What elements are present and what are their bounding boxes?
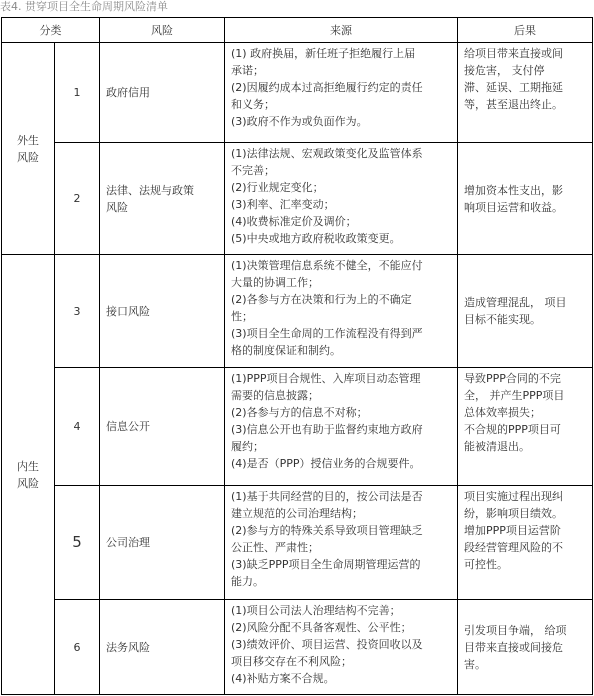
risk-name: 政府信用 [100, 43, 225, 143]
category-label: 风险 [17, 476, 39, 490]
row-number: 5 [55, 486, 100, 600]
risk-source: (1)项目公司法人治理结构不完善； (2)风险分配不具备客观性、公平性； (3)绩效评价、项目运营、投资回收以及 项目移交存在不利风险； (4)补贴方案不合规。 [225, 600, 458, 695]
risk-source: (1)决策管理信息系统不健全，不能应付 大量的协调工作； (2)各参与方在决策和行为上的不确定 性； (3)项目全生命周的工作流程没有得到严 格的制度保证和制约。 [225, 255, 458, 368]
risk-result: 给项目带来直接或间 接危害， 支付停 滞、延误、工期拖延 等，甚至退出终止。 [458, 43, 593, 143]
risk-name: 接口风险 [100, 255, 225, 368]
risk-source: (1)PPP项目合规性、入库项目动态管理 需要的信息披露； (2)各参与方的信息不对称； (3)信息公开也有助于监督约束地方政府 履约； (4)是否（PPP）授信业务的合规要件。 [225, 368, 458, 486]
category-cell [2, 255, 55, 695]
risk-name: 信息公开 [100, 368, 225, 486]
risk-table [1, 17, 593, 695]
table-row [2, 143, 593, 255]
row-number: 2 [55, 143, 100, 255]
risk-source: (1)法律法规、宏观政策变化及监管体系 不完善； (2)行业规定变化； (3)利率、汇率变动； (4)收费标准定价及调价； (5)中央或地方政府税收政策变更。 [225, 143, 458, 255]
risk-source: (1) 政府换届，新任班子拒绝履行上届 承诺； (2)因履约成本过高拒绝履行约定的责任 和义务； (3)政府不作为或负面作为。 [225, 43, 458, 143]
risk-source: (1)基于共同经营的目的，按公司法是否 建立规范的公司治理结构； (2)参与方的特殊关系导致项目管理缺乏 公正性、严肃性； (3)缺乏PPP项目全生命周期管理运营的 能力。 [225, 486, 458, 600]
header-category: 分类 [2, 18, 100, 43]
table-row [2, 600, 593, 695]
risk-name: 法律、法规与政策 风险 [100, 143, 225, 255]
header-row [2, 18, 593, 43]
category-label: 风险 [17, 150, 39, 164]
risk-result: 项目实施过程出现纠 纷，影响项目绩效。 增加PPP项目运营阶 段经营管理风险的不 可控性。 [458, 486, 593, 600]
row-number: 4 [55, 368, 100, 486]
category-label: 外生 [17, 133, 39, 147]
risk-result: 引发项目争端， 给项 目带来直接或间接危 害。 [458, 600, 593, 695]
row-number: 3 [55, 255, 100, 368]
risk-name: 法务风险 [100, 600, 225, 695]
risk-result: 造成管理混乱， 项目 目标不能实现。 [458, 255, 593, 368]
category-label: 内生 [17, 459, 39, 473]
table-row [2, 486, 593, 600]
header-source: 来源 [225, 18, 458, 43]
risk-result: 导致PPP合同的不完 全， 并产生PPP项目 总体效率损失； 不合规的PPP项目可 能被清退出。 [458, 368, 593, 486]
risk-result: 增加资本性支出，影 响项目运营和收益。 [458, 143, 593, 255]
table-row [2, 368, 593, 486]
header-risk: 风险 [100, 18, 225, 43]
category-cell [2, 43, 55, 255]
table-caption: 表4. 贯穿项目全生命周期风险清单 [0, 0, 168, 13]
row-number: 1 [55, 43, 100, 143]
row-number: 6 [55, 600, 100, 695]
risk-name: 公司治理 [100, 486, 225, 600]
table-row [2, 255, 593, 368]
header-result: 后果 [458, 18, 593, 43]
table-row [2, 43, 593, 143]
